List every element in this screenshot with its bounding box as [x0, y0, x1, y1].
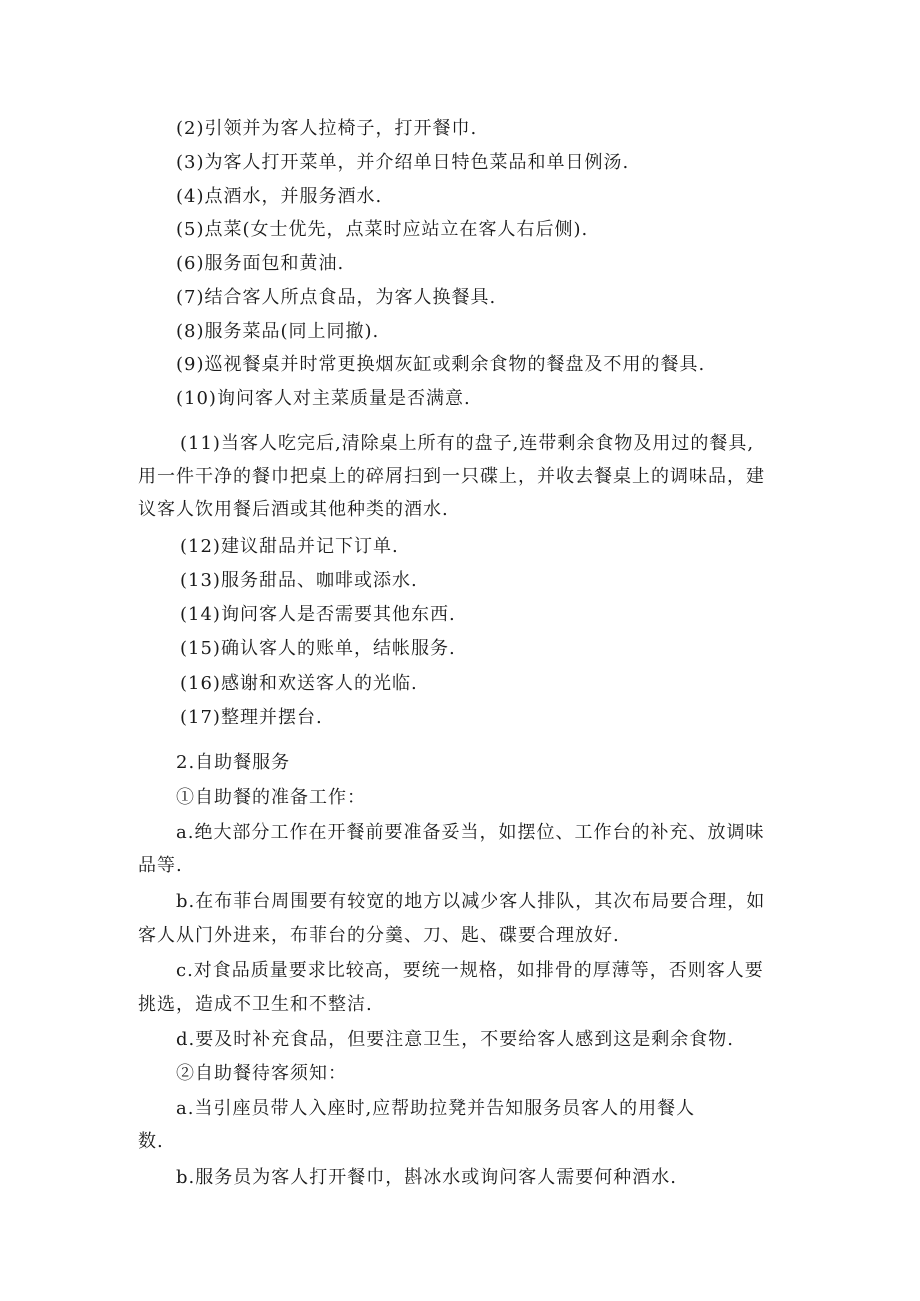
text-line: (15)确认客人的账单，结帐服务.	[180, 638, 456, 659]
text-line: (14)询问客人是否需要其他东西.	[180, 604, 456, 625]
text-line: b.服务员为客人打开餐巾，斟冰水或询问客人需要何种酒水.	[176, 1167, 677, 1188]
text-line: 挑选，造成不卫生和不整洁.	[138, 994, 373, 1015]
subsection-heading: ②自助餐待客须知：	[176, 1063, 347, 1084]
text-line: d.要及时补充食品，但要注意卫生，不要给客人感到这是剩余食物.	[176, 1029, 734, 1050]
text-line: (17)整理并摆台.	[180, 707, 323, 728]
text-line: b.在布菲台周围要有较宽的地方以减少客人排队，其次布局要合理，如	[176, 891, 766, 912]
text-line: (2)引领并为客人拉椅子，打开餐巾.	[176, 118, 478, 139]
text-line: (4)点酒水，并服务酒水.	[176, 186, 383, 207]
text-line: 用一件干净的餐巾把桌上的碎屑扫到一只碟上，并收去餐桌上的调味品，建	[138, 466, 765, 487]
text-line: (8)服务菜品(同上同撤).	[176, 321, 380, 342]
text-line: (12)建议甜品并记下订单.	[180, 536, 399, 557]
text-line: (7)结合客人所点食品，为客人换餐具.	[176, 287, 497, 308]
text-line: (6)服务面包和黄油.	[176, 253, 345, 274]
subsection-heading: ①自助餐的准备工作：	[176, 787, 366, 808]
text-line: (10)询问客人对主菜质量是否满意.	[176, 388, 471, 409]
text-line: (9)巡视餐桌并时常更换烟灰缸或剩余食物的餐盘及不用的餐具.	[176, 354, 706, 375]
text-line: (5)点菜(女士优先，点菜时应站立在客人右后侧).	[176, 219, 589, 240]
text-line: 客人从门外进来，布菲台的分羹、刀、匙、碟要合理放好.	[138, 925, 620, 946]
text-line: (3)为客人打开菜单，并介绍单日特色菜品和单日例汤.	[176, 152, 630, 173]
text-line: c.对食品质量要求比较高，要统一规格，如排骨的厚薄等，否则客人要	[176, 960, 764, 981]
text-line: 数.	[138, 1131, 164, 1152]
text-line: a.当引座员带人入座时,应帮助拉凳并告知服务员客人的用餐人	[176, 1098, 696, 1119]
section-heading: 2.自助餐服务	[176, 752, 291, 773]
text-line: (16)感谢和欢送客人的光临.	[180, 673, 418, 694]
text-line: (13)服务甜品、咖啡或添水.	[180, 570, 418, 591]
text-line: a.绝大部分工作在开餐前要准备妥当，如摆位、工作台的补充、放调味	[176, 822, 765, 843]
text-line: (11)当客人吃完后,清除桌上所有的盘子,连带剩余食物及用过的餐具,	[180, 433, 755, 454]
text-line: 品等.	[138, 855, 183, 876]
text-line: 议客人饮用餐后酒或其他种类的酒水.	[138, 499, 449, 520]
